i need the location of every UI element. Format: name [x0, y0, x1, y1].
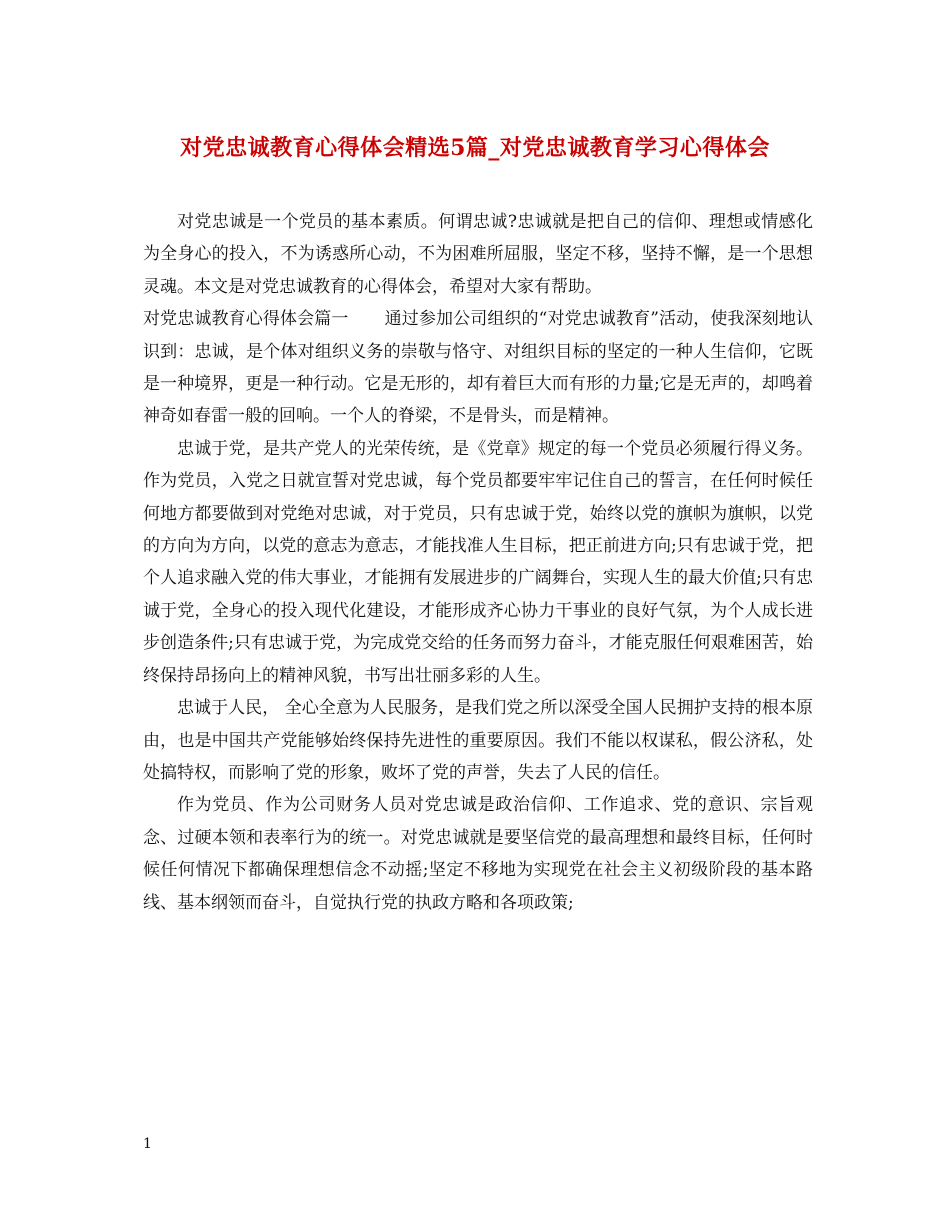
- section-first-text: 通过参加公司组织的“对党忠诚教育”活动，使我深刻地认识到：忠诚，是个体对组织义务的崇敬与恪守、对组织目标的坚定的一种人生信仰，它既是一种境界，更是一种行动。它是无形的，却有着巨大而有形的力量;它是无声的，却鸣着神奇如春雷一般的回响。一个人的脊梁，不是骨头，而是精神。: [143, 309, 814, 427]
- intro-paragraph: 对党忠诚是一个党员的基本素质。何谓忠诚?忠诚就是把自己的信仰、理想或情感化为全身心的投入，不为诱惑所心动，不为困难所屈服，坚定不移，坚持不懈，是一个思想灵魂。本文是对党忠诚教育的心得体会，希望对大家有帮助。: [143, 212, 813, 297]
- paragraph-loyalty-to-people: 忠诚于人民， 全心全意为人民服务，是我们党之所以深受全国人民拥护支持的根本原由，也是中国共产党能够始终保持先进性的重要原因。我们不能以权谋私，假公济私，处处搞特权，而影响了党的形象，败坏了党的声誉，失去了人民的信任。: [143, 698, 813, 783]
- section-paragraph: [143, 303, 813, 433]
- section-heading: 对党忠诚教育心得体会篇一: [143, 309, 349, 330]
- paragraph-loyalty-to-party: 忠诚于党，是共产党人的光荣传统，是《党章》规定的每一个党员必须履行得义务。作为党员，入党之日就宣誓对党忠诚，每个党员都要牢牢记住自己的誓言，在任何时候任何地方都要做到对党绝对忠诚，对于党员，只有忠诚于党，始终以党的旗帜为旗帜，以党的方向为方向，以党的意志为意志，才能找准人生目标，把正前进方向;只有忠诚于党，把个人追求融入党的伟大事业，才能拥有发展进步的广阔舞台，实现人生的最大价值;只有忠诚于党，全身心的投入现代化建设，才能形成齐心协力干事业的良好气氛，为个人成长进步创造条件;只有忠诚于党，为完成党交给的任务而努力奋斗，才能克服任何艰难困苦，始终保持昂扬向上的精神风貌，书写出壮丽多彩的人生。: [143, 438, 813, 686]
- page-title: 对党忠诚教育心得体会精选5篇_对党忠诚教育学习心得体会: [180, 135, 770, 161]
- document-body: [143, 206, 813, 919]
- paragraph-party-member-duty: 作为党员、作为公司财务人员对党忠诚是政治信仰、工作追求、党的意识、宗旨观念、过硬本领和表率行为的统一。对党忠诚就是要坚信党的最高理想和最终目标，任何时候任何情况下都确保理想信念不动摇;坚定不移地为实现党在社会主义初级阶段的基本路线、基本纲领而奋斗，自觉执行党的执政方略和各项政策;: [143, 795, 813, 913]
- page-number: 1: [143, 1136, 152, 1152]
